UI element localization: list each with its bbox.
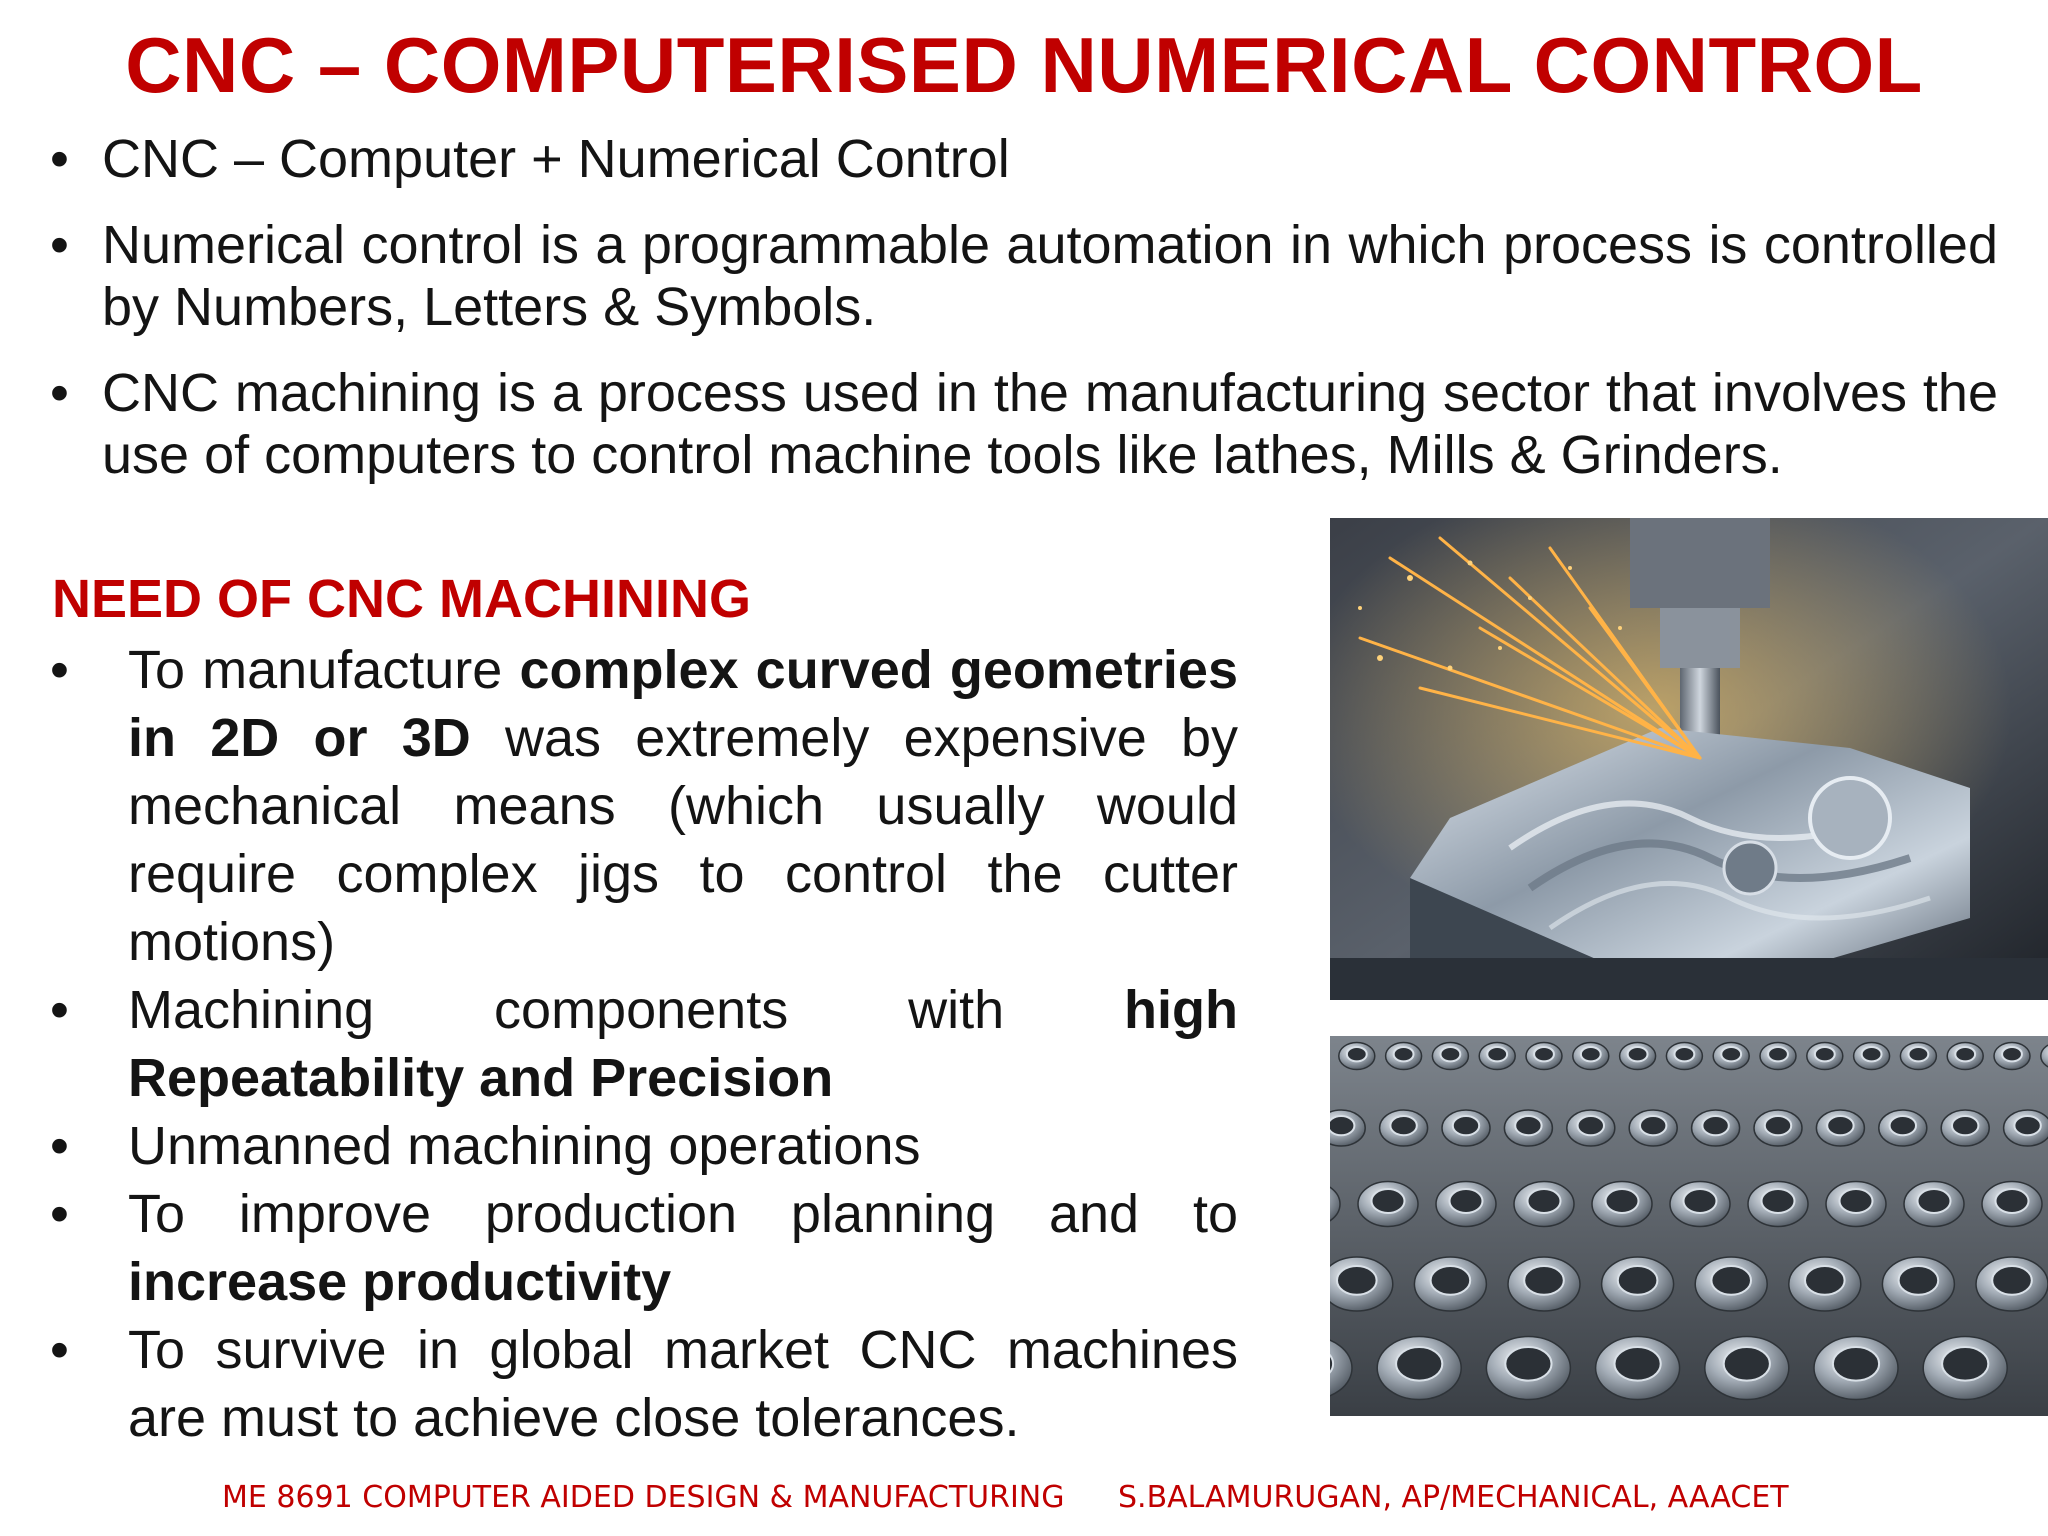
metal-part-bore [1711, 1266, 1751, 1295]
bold-text-span: increase productivity [128, 1252, 672, 1312]
metal-part-bore [1396, 1347, 1442, 1381]
metal-part-bore [1618, 1266, 1658, 1295]
metal-part-bore [1996, 1189, 2029, 1213]
metal-part-bore [1372, 1189, 1405, 1213]
intro-bullet-text: Numerical control is a programmable automation in which process is controlled by Numbers, Letters & Symbols. [102, 215, 1998, 337]
text-span: To improve production planning and to [128, 1184, 1238, 1244]
metal-part-bore [1615, 1347, 1661, 1381]
bullet-dot: • [50, 1116, 69, 1176]
metal-part-bore [1453, 1116, 1479, 1135]
metal-part-bore [1815, 1047, 1835, 1061]
footer-author: S.BALAMURUGAN, AP/MECHANICAL, AAACET [1118, 1480, 1789, 1515]
metal-part-bore [1702, 1116, 1728, 1135]
need-bullet-list [50, 636, 1238, 1452]
metal-part-bore [1724, 1347, 1770, 1381]
metal-part-bore [1441, 1047, 1461, 1061]
metal-part-bore [1628, 1047, 1648, 1061]
bullet-dot: • [50, 1320, 69, 1380]
metal-part-bore [1330, 1116, 1354, 1135]
metal-part-bore [1992, 1266, 2032, 1295]
metal-part-bore [2014, 1116, 2040, 1135]
footer-course: ME 8691 COMPUTER AIDED DESIGN & MANUFACTURING [222, 1480, 1065, 1515]
cnc-milling-sparks-image [1330, 518, 2048, 1000]
metal-part-bore [1640, 1116, 1666, 1135]
metal-part-bore [1890, 1116, 1916, 1135]
bullet-dot: • [50, 980, 69, 1040]
bullet-dot: • [50, 215, 69, 275]
need-item [50, 1112, 1238, 1180]
section-heading: NEED OF CNC MACHINING [52, 569, 751, 629]
metal-part-bore [2002, 1047, 2022, 1061]
need-item-text [128, 1316, 1238, 1452]
metal-part-bore [1534, 1047, 1554, 1061]
slide-title: CNC – COMPUTERISED NUMERICAL CONTROL [125, 21, 1923, 109]
metal-part-bore [1827, 1116, 1853, 1135]
metal-part-bore [1805, 1266, 1845, 1295]
need-item-text [128, 636, 1238, 976]
metal-part-bore [1505, 1347, 1551, 1381]
metal-part-bore [1394, 1047, 1414, 1061]
intro-bullet [50, 128, 1998, 190]
intro-bullet [50, 362, 1998, 486]
metal-part-bore [1762, 1189, 1795, 1213]
metal-part-bore [1899, 1266, 1939, 1295]
bullet-dot: • [50, 640, 69, 700]
intro-bullet [50, 214, 1998, 338]
bullet-dot: • [50, 129, 69, 189]
bold-text-span: complex curved geometries in 2D or 3D [128, 640, 1238, 768]
metal-part-bore [1862, 1047, 1882, 1061]
need-item [50, 976, 1238, 1112]
metal-part-bore [1768, 1047, 1788, 1061]
metal-part-bore [1765, 1116, 1791, 1135]
text-span: Unmanned machining operations [128, 1116, 921, 1176]
text-span: Machining components with [128, 980, 1125, 1040]
intro-bullet-text: CNC – Computer + Numerical Control [102, 129, 1010, 189]
metal-part-bore [1684, 1189, 1717, 1213]
text-span: was extremely expensive by mechanical means (which usually would require complex jigs to control the cutter motions) [128, 708, 1238, 972]
need-item [50, 636, 1238, 976]
text-span: To survive in global market CNC machines are must to achieve close tolerances. [128, 1320, 1238, 1448]
metal-part-bore [1606, 1189, 1639, 1213]
metal-part-bore [1581, 1047, 1601, 1061]
need-item [50, 1316, 1238, 1452]
metal-part-bore [1487, 1047, 1507, 1061]
metal-part-bore [1721, 1047, 1741, 1061]
metal-part-bore [1528, 1189, 1561, 1213]
metal-part-bore [1955, 1047, 1975, 1061]
metal-part-bore [1942, 1347, 1988, 1381]
metal-part-bore [1952, 1116, 1978, 1135]
metal-part-bore [1909, 1047, 1929, 1061]
metal-part-bore [1390, 1116, 1416, 1135]
metal-part-bore [1840, 1189, 1873, 1213]
bullet-dot: • [50, 363, 69, 423]
metal-part-bore [1347, 1047, 1367, 1061]
metal-part-bore [1833, 1347, 1879, 1381]
metal-part-bore [1524, 1266, 1564, 1295]
intro-bullet-text: CNC machining is a process used in the manufacturing sector that involves the use of computers to control machine tools like lathes, Mills & Grinders. [102, 363, 1998, 485]
bold-text-span: high Repeatability and Precision [128, 980, 1238, 1108]
text-span: To manufacture [128, 640, 520, 700]
metal-part-bore [1431, 1266, 1471, 1295]
need-item-text [128, 976, 1238, 1112]
need-item [50, 1180, 1238, 1316]
metal-part-bore [1450, 1189, 1483, 1213]
intro-bullet-list [50, 128, 1998, 486]
bullet-dot: • [50, 1184, 69, 1244]
need-item-text [128, 1180, 1238, 1316]
metal-part-bore [1578, 1116, 1604, 1135]
machined-metal-parts-image [1330, 1036, 2048, 1416]
metal-part-bore [1918, 1189, 1951, 1213]
metal-part-bore [1675, 1047, 1695, 1061]
metal-part-bore [1337, 1266, 1377, 1295]
need-item-text [128, 1112, 1238, 1180]
metal-part-bore [1515, 1116, 1541, 1135]
